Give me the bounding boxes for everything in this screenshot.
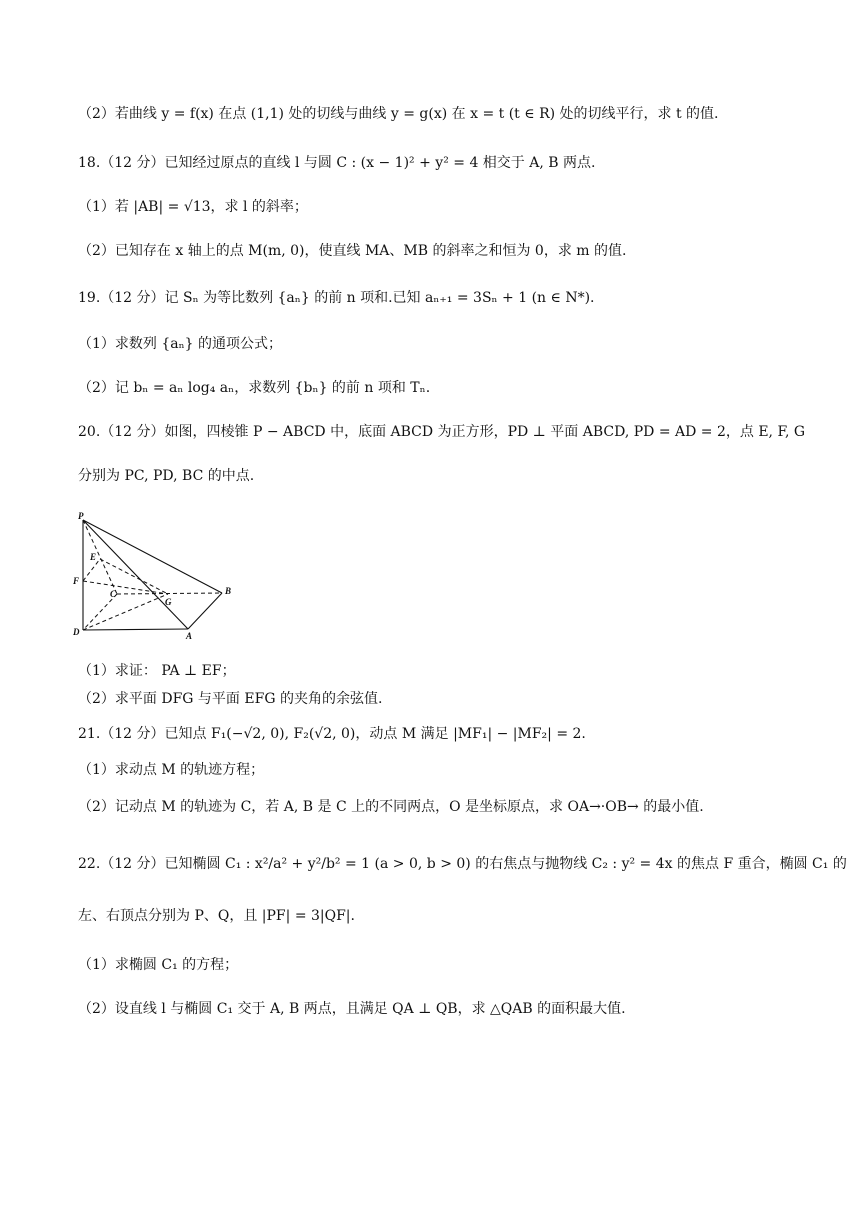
line-q21: 21.（12 分）已知点 F₁(−√2, 0), F₂(√2, 0)，动点 M 满足 |MF₁| − |MF₂| = 2.	[78, 726, 586, 742]
line-q21-2: （2）记动点 M 的轨迹为 C，若 A, B 是 C 上的不同两点，O 是坐标原点，求 OA→·OB→ 的最小值.	[78, 799, 704, 815]
line-q20: 20.（12 分）如图，四棱锥 P − ABCD 中，底面 ABCD 为正方形，PD ⊥ 平面 ABCD, PD = AD = 2，点 E, F, G	[78, 424, 806, 440]
line-q20-1: （1）求证： PA ⊥ EF；	[78, 663, 236, 679]
line-q19-1: （1）求数列 {aₙ} 的通项公式；	[78, 336, 283, 352]
line-q18-1: （1）若 |AB| = √13，求 l 的斜率；	[78, 199, 308, 215]
label-A: A	[186, 631, 193, 640]
line-q22-cont: 左、右顶点分别为 P、Q，且 |PF| = 3|QF|.	[78, 908, 355, 924]
label-F: F	[73, 576, 80, 586]
line-q19-2: （2）记 bₙ = aₙ log₄ aₙ，求数列 {bₙ} 的前 n 项和 Tₙ.	[78, 380, 431, 396]
line-q20-2: （2）求平面 DFG 与平面 EFG 的夹角的余弦值.	[78, 691, 383, 707]
line-q22-2: （2）设直线 l 与椭圆 C₁ 交于 A, B 两点，且满足 QA ⊥ QB，求 △QAB 的面积最大值.	[78, 1001, 626, 1017]
line-q22-1: （1）求椭圆 C₁ 的方程；	[78, 957, 239, 973]
line-q22: 22.（12 分）已知椭圆 C₁ : x²/a² + y²/b² = 1 (a > 0, b > 0) 的右焦点与抛物线 C₂ : y² = 4x 的焦点 F 重合，椭圆 C₁ 的	[78, 856, 847, 872]
label-E: E	[90, 552, 97, 562]
label-G: G	[165, 597, 172, 607]
line-q18: 18.（12 分）已知经过原点的直线 l 与圆 C : (x − 1)² + y² = 4 相交于 A, B 两点.	[78, 155, 596, 171]
label-D: D	[73, 627, 80, 637]
pyramid-figure	[70, 510, 240, 644]
label-C: C	[110, 589, 117, 599]
line-q21-1: （1）求动点 M 的轨迹方程；	[78, 762, 265, 778]
label-B: B	[225, 586, 232, 596]
line-q17-2: （2）若曲线 y = f(x) 在点 (1,1) 处的切线与曲线 y = g(x) 在 x = t (t ∈ R) 处的切线平行，求 t 的值.	[78, 106, 719, 122]
line-q19: 19.（12 分）记 Sₙ 为等比数列 {aₙ} 的前 n 项和.已知 aₙ₊₁ = 3Sₙ + 1 (n ∈ N*).	[78, 290, 595, 306]
line-q18-2: （2）已知存在 x 轴上的点 M(m, 0)，使直线 MA、MB 的斜率之和恒为 0，求 m 的值.	[78, 243, 627, 259]
label-P: P	[78, 511, 84, 521]
line-q20-cont: 分别为 PC, PD, BC 的中点.	[78, 468, 255, 484]
